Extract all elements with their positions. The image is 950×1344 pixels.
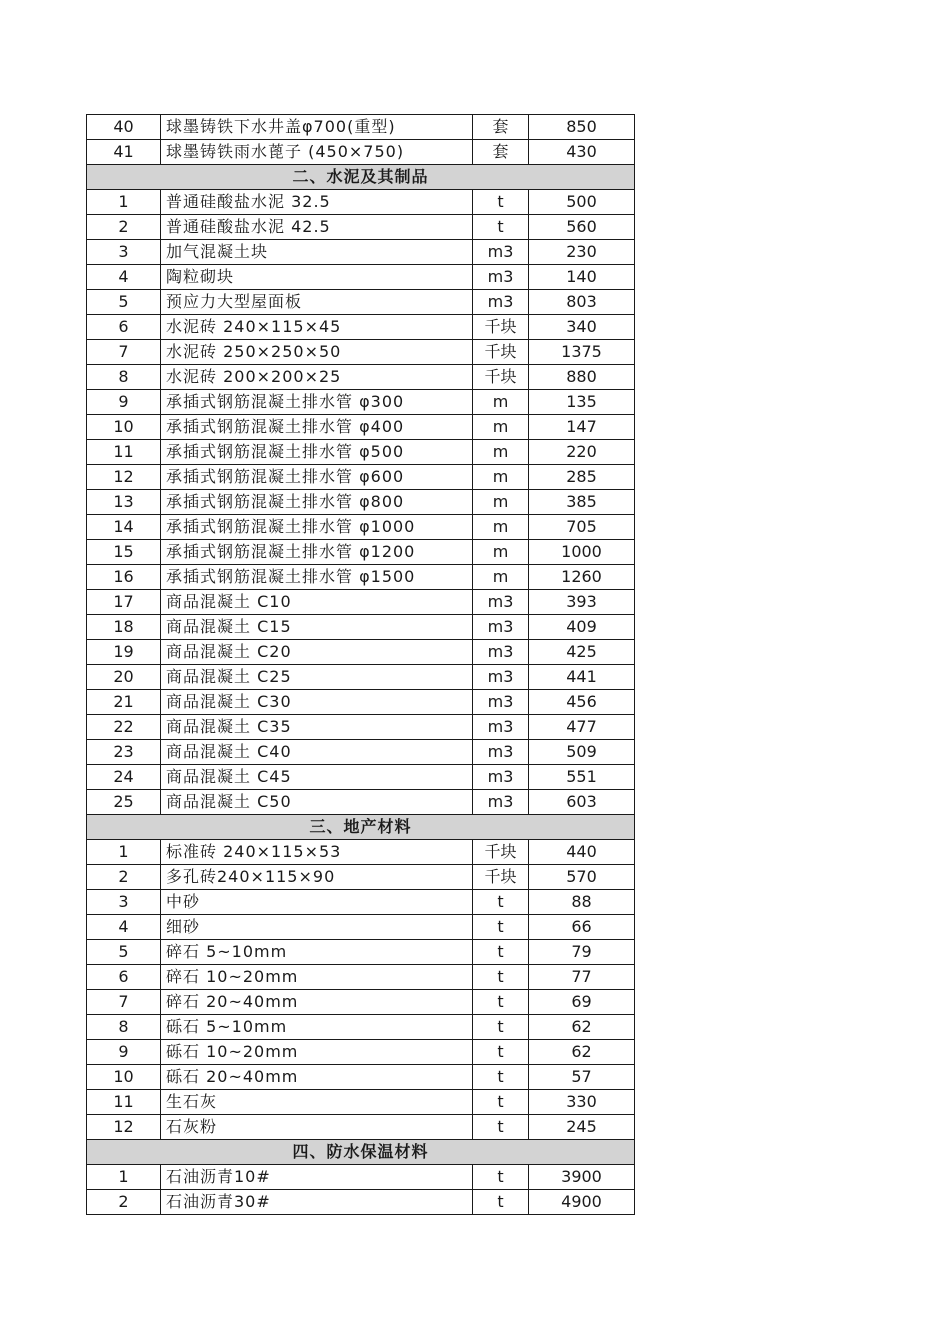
table-row bbox=[87, 1090, 635, 1115]
item-number-cell: 4 bbox=[87, 265, 161, 290]
item-number-cell: 7 bbox=[87, 990, 161, 1015]
item-number-cell: 4 bbox=[87, 915, 161, 940]
unit-cell: t bbox=[473, 1040, 529, 1065]
unit-cell: 套 bbox=[473, 140, 529, 165]
unit-cell: m3 bbox=[473, 615, 529, 640]
table-row bbox=[87, 115, 635, 140]
unit-cell: m bbox=[473, 415, 529, 440]
price-cell: 77 bbox=[529, 965, 635, 990]
item-name-cell: 预应力大型屋面板 bbox=[161, 290, 473, 315]
unit-cell: m3 bbox=[473, 740, 529, 765]
item-number-cell: 1 bbox=[87, 1165, 161, 1190]
table-row bbox=[87, 290, 635, 315]
section-header-row bbox=[87, 165, 635, 190]
unit-cell: t bbox=[473, 990, 529, 1015]
section-title: 三、地产材料 bbox=[87, 815, 635, 840]
item-number-cell: 25 bbox=[87, 790, 161, 815]
price-cell: 1260 bbox=[529, 565, 635, 590]
item-name-cell: 碎石 5~10mm bbox=[161, 940, 473, 965]
table-row bbox=[87, 990, 635, 1015]
item-number-cell: 12 bbox=[87, 1115, 161, 1140]
item-number-cell: 16 bbox=[87, 565, 161, 590]
unit-cell: t bbox=[473, 940, 529, 965]
table-row bbox=[87, 1040, 635, 1065]
unit-cell: t bbox=[473, 965, 529, 990]
table-row bbox=[87, 1115, 635, 1140]
table-row bbox=[87, 415, 635, 440]
price-cell: 385 bbox=[529, 490, 635, 515]
item-number-cell: 20 bbox=[87, 665, 161, 690]
table-row bbox=[87, 940, 635, 965]
price-cell: 440 bbox=[529, 840, 635, 865]
item-name-cell: 砾石 10~20mm bbox=[161, 1040, 473, 1065]
unit-cell: m3 bbox=[473, 640, 529, 665]
unit-cell: m3 bbox=[473, 715, 529, 740]
unit-cell: m3 bbox=[473, 590, 529, 615]
table-row bbox=[87, 240, 635, 265]
table-row bbox=[87, 665, 635, 690]
price-cell: 850 bbox=[529, 115, 635, 140]
price-cell: 456 bbox=[529, 690, 635, 715]
item-number-cell: 41 bbox=[87, 140, 161, 165]
table-row bbox=[87, 890, 635, 915]
price-cell: 147 bbox=[529, 415, 635, 440]
table-row bbox=[87, 390, 635, 415]
unit-cell: m bbox=[473, 490, 529, 515]
item-number-cell: 8 bbox=[87, 1015, 161, 1040]
item-number-cell: 9 bbox=[87, 390, 161, 415]
item-number-cell: 19 bbox=[87, 640, 161, 665]
table-row bbox=[87, 865, 635, 890]
item-number-cell: 14 bbox=[87, 515, 161, 540]
price-cell: 705 bbox=[529, 515, 635, 540]
item-number-cell: 5 bbox=[87, 290, 161, 315]
item-number-cell: 8 bbox=[87, 365, 161, 390]
item-name-cell: 承插式钢筋混凝土排水管 φ500 bbox=[161, 440, 473, 465]
item-number-cell: 3 bbox=[87, 240, 161, 265]
unit-cell: m bbox=[473, 440, 529, 465]
item-name-cell: 商品混凝土 C45 bbox=[161, 765, 473, 790]
price-cell: 393 bbox=[529, 590, 635, 615]
item-number-cell: 11 bbox=[87, 1090, 161, 1115]
item-number-cell: 2 bbox=[87, 865, 161, 890]
price-cell: 509 bbox=[529, 740, 635, 765]
price-cell: 66 bbox=[529, 915, 635, 940]
item-number-cell: 24 bbox=[87, 765, 161, 790]
item-name-cell: 普通硅酸盐水泥 32.5 bbox=[161, 190, 473, 215]
price-cell: 140 bbox=[529, 265, 635, 290]
unit-cell: t bbox=[473, 1190, 529, 1215]
item-number-cell: 10 bbox=[87, 1065, 161, 1090]
item-number-cell: 17 bbox=[87, 590, 161, 615]
item-number-cell: 15 bbox=[87, 540, 161, 565]
unit-cell: 千块 bbox=[473, 340, 529, 365]
unit-cell: t bbox=[473, 1115, 529, 1140]
table-row bbox=[87, 340, 635, 365]
item-name-cell: 商品混凝土 C25 bbox=[161, 665, 473, 690]
item-name-cell: 生石灰 bbox=[161, 1090, 473, 1115]
item-name-cell: 球墨铸铁雨水蓖子 (450×750) bbox=[161, 140, 473, 165]
price-cell: 69 bbox=[529, 990, 635, 1015]
price-cell: 285 bbox=[529, 465, 635, 490]
unit-cell: m bbox=[473, 390, 529, 415]
price-cell: 330 bbox=[529, 1090, 635, 1115]
price-cell: 477 bbox=[529, 715, 635, 740]
item-name-cell: 碎石 10~20mm bbox=[161, 965, 473, 990]
table-row bbox=[87, 190, 635, 215]
item-name-cell: 商品混凝土 C30 bbox=[161, 690, 473, 715]
unit-cell: m bbox=[473, 465, 529, 490]
price-cell: 245 bbox=[529, 1115, 635, 1140]
table-row bbox=[87, 1190, 635, 1215]
unit-cell: t bbox=[473, 1015, 529, 1040]
section-header-row bbox=[87, 815, 635, 840]
price-cell: 880 bbox=[529, 365, 635, 390]
item-name-cell: 砾石 5~10mm bbox=[161, 1015, 473, 1040]
price-cell: 1000 bbox=[529, 540, 635, 565]
price-table bbox=[86, 114, 635, 1215]
item-number-cell: 13 bbox=[87, 490, 161, 515]
unit-cell: t bbox=[473, 915, 529, 940]
table-row bbox=[87, 540, 635, 565]
unit-cell: 千块 bbox=[473, 315, 529, 340]
price-cell: 603 bbox=[529, 790, 635, 815]
table-row bbox=[87, 690, 635, 715]
item-number-cell: 21 bbox=[87, 690, 161, 715]
price-cell: 135 bbox=[529, 390, 635, 415]
item-name-cell: 商品混凝土 C35 bbox=[161, 715, 473, 740]
price-cell: 220 bbox=[529, 440, 635, 465]
unit-cell: m3 bbox=[473, 665, 529, 690]
table-row bbox=[87, 440, 635, 465]
item-name-cell: 水泥砖 250×250×50 bbox=[161, 340, 473, 365]
item-name-cell: 承插式钢筋混凝土排水管 φ400 bbox=[161, 415, 473, 440]
price-cell: 1375 bbox=[529, 340, 635, 365]
table-row bbox=[87, 1065, 635, 1090]
price-cell: 57 bbox=[529, 1065, 635, 1090]
item-name-cell: 水泥砖 200×200×25 bbox=[161, 365, 473, 390]
unit-cell: m bbox=[473, 565, 529, 590]
table-row bbox=[87, 315, 635, 340]
item-name-cell: 细砂 bbox=[161, 915, 473, 940]
item-name-cell: 碎石 20~40mm bbox=[161, 990, 473, 1015]
unit-cell: m3 bbox=[473, 265, 529, 290]
item-name-cell: 石油沥青10# bbox=[161, 1165, 473, 1190]
table-row bbox=[87, 490, 635, 515]
item-name-cell: 承插式钢筋混凝土排水管 φ1500 bbox=[161, 565, 473, 590]
table-row bbox=[87, 365, 635, 390]
unit-cell: m bbox=[473, 515, 529, 540]
unit-cell: t bbox=[473, 190, 529, 215]
table-row bbox=[87, 515, 635, 540]
table-row bbox=[87, 740, 635, 765]
price-cell: 62 bbox=[529, 1040, 635, 1065]
item-number-cell: 12 bbox=[87, 465, 161, 490]
price-cell: 560 bbox=[529, 215, 635, 240]
price-cell: 3900 bbox=[529, 1165, 635, 1190]
item-number-cell: 22 bbox=[87, 715, 161, 740]
table-row bbox=[87, 840, 635, 865]
price-table-body bbox=[87, 115, 635, 1215]
item-number-cell: 5 bbox=[87, 940, 161, 965]
table-row bbox=[87, 1015, 635, 1040]
item-number-cell: 23 bbox=[87, 740, 161, 765]
table-row bbox=[87, 565, 635, 590]
price-cell: 551 bbox=[529, 765, 635, 790]
item-name-cell: 承插式钢筋混凝土排水管 φ600 bbox=[161, 465, 473, 490]
price-cell: 88 bbox=[529, 890, 635, 915]
item-name-cell: 球墨铸铁下水井盖φ700(重型) bbox=[161, 115, 473, 140]
unit-cell: m3 bbox=[473, 240, 529, 265]
price-cell: 62 bbox=[529, 1015, 635, 1040]
price-cell: 425 bbox=[529, 640, 635, 665]
unit-cell: 套 bbox=[473, 115, 529, 140]
item-name-cell: 承插式钢筋混凝土排水管 φ300 bbox=[161, 390, 473, 415]
item-number-cell: 18 bbox=[87, 615, 161, 640]
item-name-cell: 砾石 20~40mm bbox=[161, 1065, 473, 1090]
table-row bbox=[87, 715, 635, 740]
item-number-cell: 2 bbox=[87, 1190, 161, 1215]
item-name-cell: 加气混凝土块 bbox=[161, 240, 473, 265]
item-number-cell: 11 bbox=[87, 440, 161, 465]
price-cell: 409 bbox=[529, 615, 635, 640]
table-row bbox=[87, 265, 635, 290]
table-row bbox=[87, 765, 635, 790]
price-cell: 340 bbox=[529, 315, 635, 340]
item-name-cell: 商品混凝土 C40 bbox=[161, 740, 473, 765]
unit-cell: t bbox=[473, 1065, 529, 1090]
item-number-cell: 1 bbox=[87, 840, 161, 865]
unit-cell: m3 bbox=[473, 790, 529, 815]
table-row bbox=[87, 1165, 635, 1190]
table-row bbox=[87, 465, 635, 490]
item-name-cell: 商品混凝土 C20 bbox=[161, 640, 473, 665]
price-cell: 4900 bbox=[529, 1190, 635, 1215]
unit-cell: 千块 bbox=[473, 365, 529, 390]
table-row bbox=[87, 640, 635, 665]
item-number-cell: 6 bbox=[87, 315, 161, 340]
item-name-cell: 石油沥青30# bbox=[161, 1190, 473, 1215]
unit-cell: t bbox=[473, 1090, 529, 1115]
item-number-cell: 40 bbox=[87, 115, 161, 140]
item-name-cell: 商品混凝土 C50 bbox=[161, 790, 473, 815]
price-cell: 570 bbox=[529, 865, 635, 890]
item-name-cell: 商品混凝土 C10 bbox=[161, 590, 473, 615]
section-title: 二、水泥及其制品 bbox=[87, 165, 635, 190]
price-cell: 430 bbox=[529, 140, 635, 165]
item-name-cell: 承插式钢筋混凝土排水管 φ1000 bbox=[161, 515, 473, 540]
table-row bbox=[87, 615, 635, 640]
item-number-cell: 3 bbox=[87, 890, 161, 915]
unit-cell: m3 bbox=[473, 290, 529, 315]
unit-cell: 千块 bbox=[473, 865, 529, 890]
table-row bbox=[87, 965, 635, 990]
item-name-cell: 中砂 bbox=[161, 890, 473, 915]
table-row bbox=[87, 140, 635, 165]
item-name-cell: 标准砖 240×115×53 bbox=[161, 840, 473, 865]
item-name-cell: 商品混凝土 C15 bbox=[161, 615, 473, 640]
item-number-cell: 10 bbox=[87, 415, 161, 440]
price-cell: 803 bbox=[529, 290, 635, 315]
price-cell: 230 bbox=[529, 240, 635, 265]
item-number-cell: 6 bbox=[87, 965, 161, 990]
table-row bbox=[87, 590, 635, 615]
price-cell: 441 bbox=[529, 665, 635, 690]
price-cell: 79 bbox=[529, 940, 635, 965]
item-name-cell: 石灰粉 bbox=[161, 1115, 473, 1140]
item-number-cell: 1 bbox=[87, 190, 161, 215]
table-row bbox=[87, 915, 635, 940]
item-number-cell: 9 bbox=[87, 1040, 161, 1065]
item-name-cell: 承插式钢筋混凝土排水管 φ800 bbox=[161, 490, 473, 515]
unit-cell: m3 bbox=[473, 765, 529, 790]
unit-cell: t bbox=[473, 890, 529, 915]
table-row bbox=[87, 215, 635, 240]
unit-cell: t bbox=[473, 1165, 529, 1190]
unit-cell: t bbox=[473, 215, 529, 240]
table-row bbox=[87, 790, 635, 815]
unit-cell: 千块 bbox=[473, 840, 529, 865]
item-number-cell: 7 bbox=[87, 340, 161, 365]
item-name-cell: 陶粒砌块 bbox=[161, 265, 473, 290]
unit-cell: m bbox=[473, 540, 529, 565]
item-name-cell: 普通硅酸盐水泥 42.5 bbox=[161, 215, 473, 240]
price-cell: 500 bbox=[529, 190, 635, 215]
section-title: 四、防水保温材料 bbox=[87, 1140, 635, 1165]
item-number-cell: 2 bbox=[87, 215, 161, 240]
item-name-cell: 多孔砖240×115×90 bbox=[161, 865, 473, 890]
item-name-cell: 水泥砖 240×115×45 bbox=[161, 315, 473, 340]
unit-cell: m3 bbox=[473, 690, 529, 715]
section-header-row bbox=[87, 1140, 635, 1165]
item-name-cell: 承插式钢筋混凝土排水管 φ1200 bbox=[161, 540, 473, 565]
